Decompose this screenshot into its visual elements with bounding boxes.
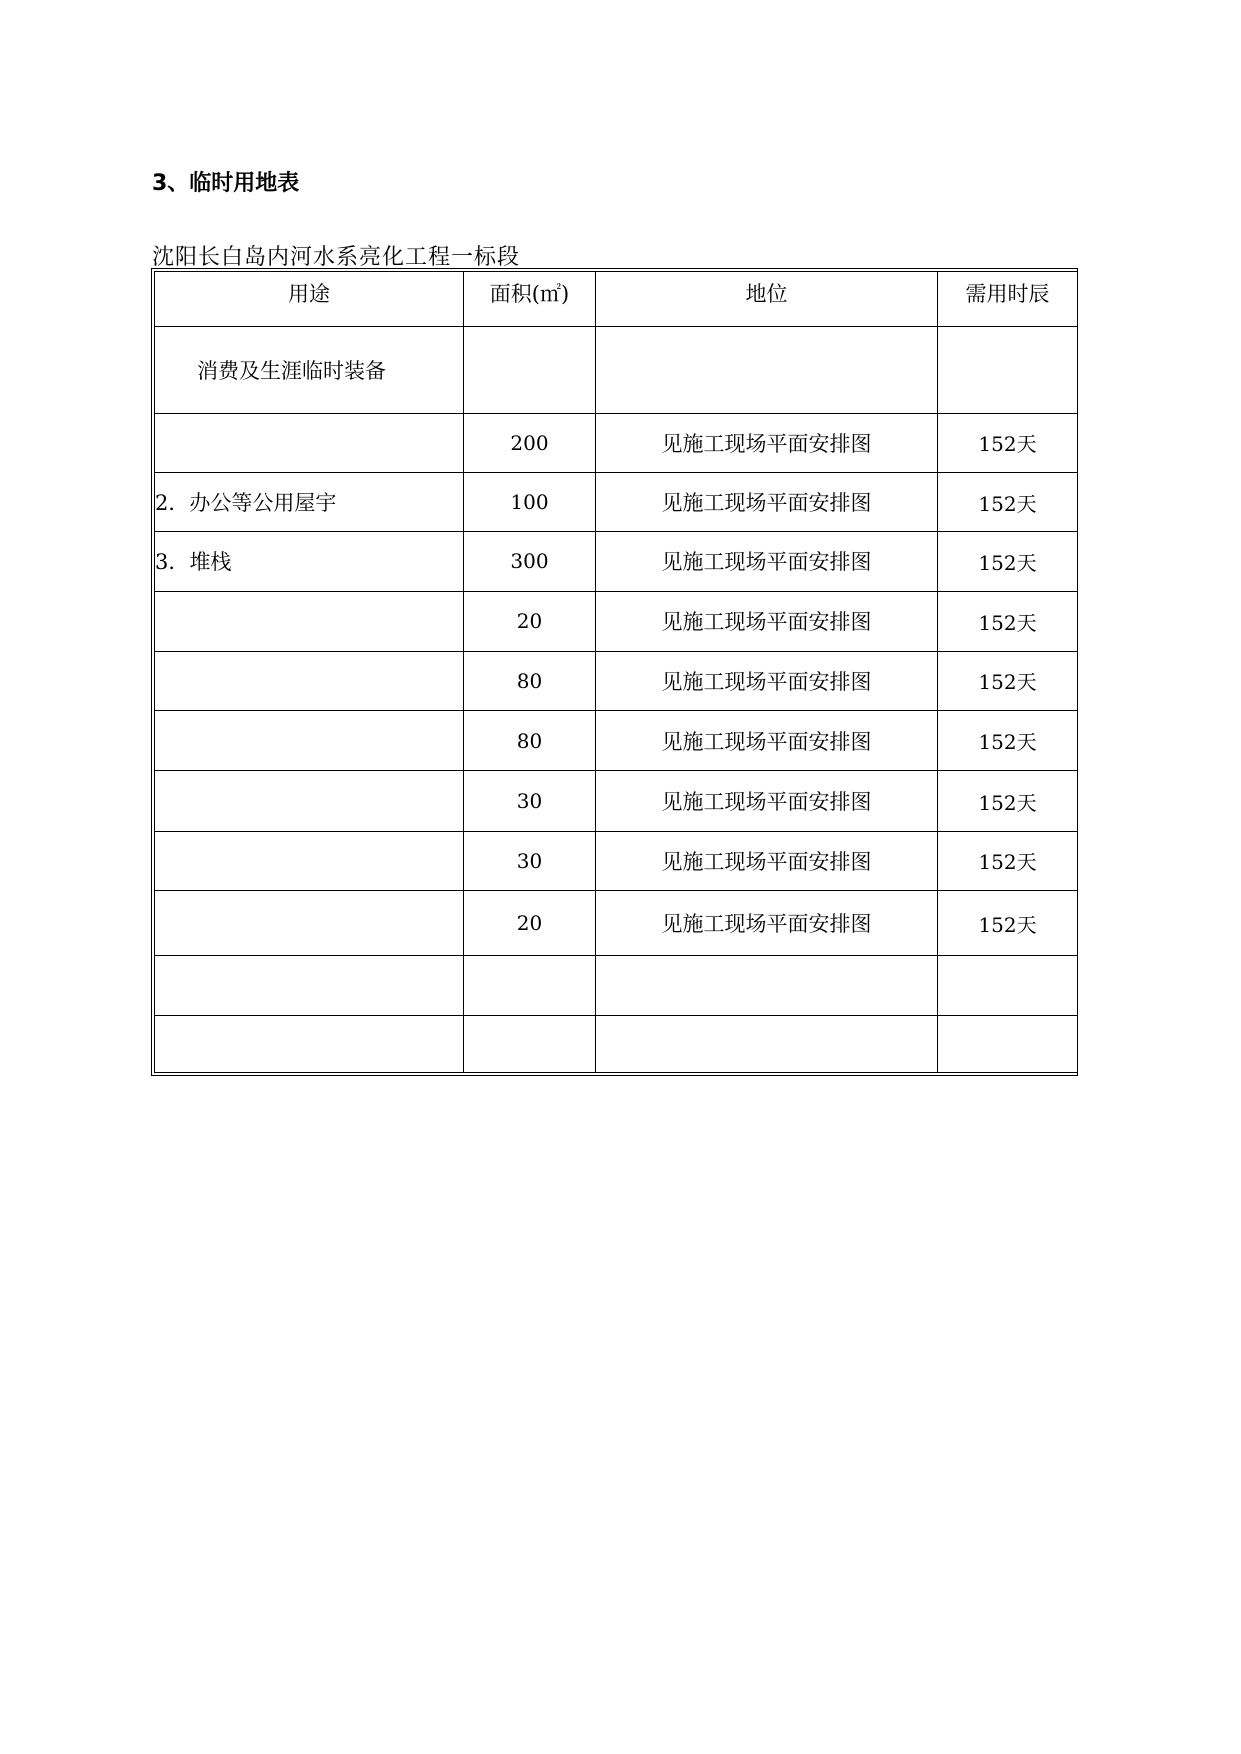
table-row [155, 472, 1078, 531]
cell-usage [155, 890, 464, 955]
section-heading: 3、临时用地表 [152, 171, 300, 196]
land-use-table-frame [151, 268, 1078, 1076]
header-row [155, 272, 1078, 327]
cell-location [596, 1015, 938, 1072]
table-row [155, 890, 1078, 955]
cell-duration [938, 956, 1078, 1015]
cell-area: 80 [464, 711, 596, 771]
cell-usage [155, 711, 464, 771]
cell-area [464, 327, 596, 413]
cell-location: 见施工现场平面安排图 [596, 831, 938, 890]
cell-duration [938, 1015, 1078, 1072]
cell-duration [938, 327, 1078, 413]
cell-location [596, 327, 938, 413]
cell-duration: 152天 [938, 890, 1078, 955]
cell-duration: 152天 [938, 532, 1078, 591]
cell-area: 100 [464, 472, 596, 531]
cell-location: 见施工现场平面安排图 [596, 711, 938, 771]
cell-usage: 2．办公等公用屋宇 [155, 472, 464, 531]
cell-usage: 消费及生涯临时装备 [155, 327, 464, 413]
cell-usage [155, 1015, 464, 1072]
cell-usage [155, 651, 464, 710]
cell-duration: 152天 [938, 771, 1078, 831]
table-row [155, 1015, 1078, 1072]
cell-area: 200 [464, 413, 596, 472]
cell-area: 300 [464, 532, 596, 591]
cell-location [596, 956, 938, 1015]
table-row [155, 532, 1078, 591]
table-row [155, 956, 1078, 1015]
table-row [155, 591, 1078, 651]
cell-duration: 152天 [938, 711, 1078, 771]
cell-usage: 3．堆栈 [155, 532, 464, 591]
cell-duration: 152天 [938, 651, 1078, 710]
header-duration: 需用时辰 [938, 272, 1078, 327]
cell-area: 20 [464, 591, 596, 651]
cell-duration: 152天 [938, 472, 1078, 531]
land-use-table [154, 271, 1078, 1073]
table-row [155, 651, 1078, 710]
cell-usage [155, 831, 464, 890]
table-row [155, 413, 1078, 472]
cell-location: 见施工现场平面安排图 [596, 890, 938, 955]
table-row [155, 771, 1078, 831]
table-caption: 沈阳长白岛内河水系亮化工程一标段 [152, 245, 521, 270]
header-area: 面积(㎡) [464, 272, 596, 327]
cell-duration: 152天 [938, 591, 1078, 651]
cell-usage [155, 771, 464, 831]
cell-location: 见施工现场平面安排图 [596, 591, 938, 651]
cell-location: 见施工现场平面安排图 [596, 532, 938, 591]
cell-area: 30 [464, 831, 596, 890]
cell-usage [155, 413, 464, 472]
header-usage: 用途 [155, 272, 464, 327]
cell-area [464, 956, 596, 1015]
header-location: 地位 [596, 272, 938, 327]
cell-usage [155, 956, 464, 1015]
cell-location: 见施工现场平面安排图 [596, 413, 938, 472]
cell-location: 见施工现场平面安排图 [596, 771, 938, 831]
cell-location: 见施工现场平面安排图 [596, 472, 938, 531]
cell-area: 80 [464, 651, 596, 710]
cell-duration: 152天 [938, 413, 1078, 472]
cell-area: 30 [464, 771, 596, 831]
cell-area: 20 [464, 890, 596, 955]
cell-area [464, 1015, 596, 1072]
table-row [155, 711, 1078, 771]
cell-location: 见施工现场平面安排图 [596, 651, 938, 710]
table-row [155, 831, 1078, 890]
table-row [155, 327, 1078, 413]
cell-duration: 152天 [938, 831, 1078, 890]
cell-usage [155, 591, 464, 651]
